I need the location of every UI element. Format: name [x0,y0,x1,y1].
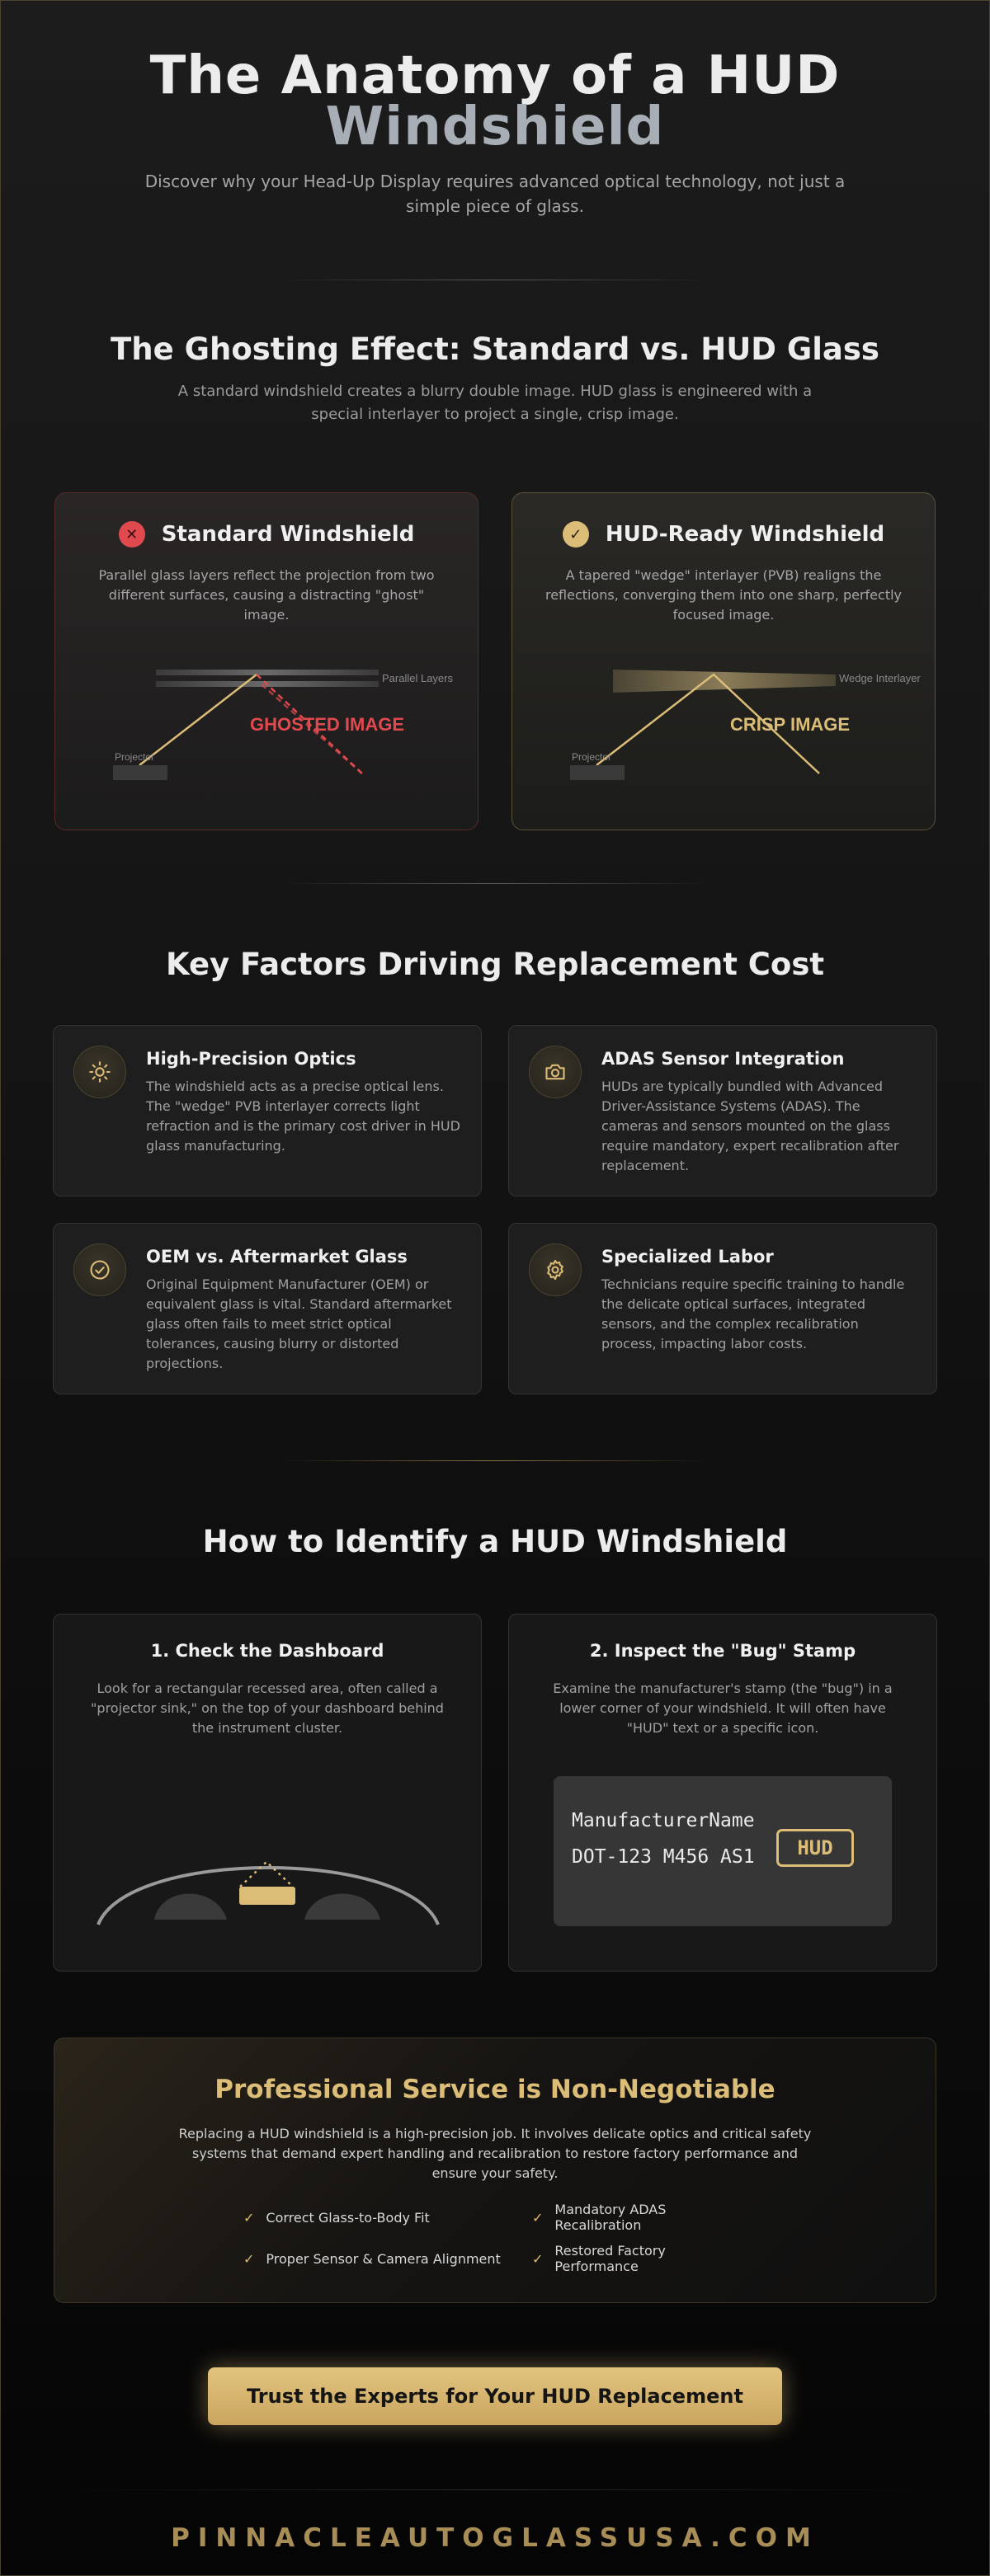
check-icon: ✓ [532,2209,544,2226]
stamp-manufacturer: ManufacturerName [572,1810,755,1831]
hero-subtitle: Discover why your Head-Up Display requires advanced optical technology, not just a simple piece of glass. [144,172,846,216]
section-divider [280,1460,710,1461]
standard-windshield-card [54,492,478,830]
check-icon: ✓ [243,2250,255,2267]
footer-divider [54,2489,936,2490]
title-line-1: The Anatomy of a HUD [149,45,841,106]
pro-text: Replacing a HUD windshield is a high-precision job. It involves delicate optics and critical safety systems that demand expert handling and recalibration to restore factory performance and ensure your safety. [178,2126,812,2181]
x-circle-icon: ✕ [119,521,145,548]
page-title [1,45,989,157]
factors-grid [1,1025,989,1394]
factor-card [53,1025,482,1196]
hud-windshield-card [512,492,936,830]
card-text: Look for a rectangular recessed area, often called a "projector sink," on the top of your dashboard behind the instrument cluster. [91,1681,444,1736]
factor-card [508,1025,937,1196]
gear-icon [529,1243,582,1296]
factor-text: The windshield acts as a precise optical lens. The "wedge" PVB interlayer corrects light refraction and is the primary cost driver in HUD glass manufacturing. [146,1079,460,1154]
stamp-dot-code: DOT-123 M456 AS1 [572,1846,755,1868]
checklist [104,2202,886,2274]
projection-lines [240,1862,293,1887]
factor-card [508,1223,937,1394]
section-divider [280,883,710,884]
factor-title: OEM vs. Aftermarket Glass [146,1247,408,1267]
title-line-2: Windshield [325,96,665,157]
card-title: Standard Windshield [161,522,415,547]
layer-label: Wedge Interlayer [839,672,921,684]
factor-title: High-Precision Optics [146,1049,356,1069]
professional-service-panel [54,2038,936,2303]
ghosting-diagram [55,658,479,831]
hud-tag: HUD [776,1829,854,1867]
projector-label: Projector [572,751,612,763]
projection-ray [139,675,257,765]
check-circle-icon: ✓ [563,521,589,548]
check-badge-icon [73,1243,126,1296]
check-icon: ✓ [532,2250,544,2267]
hero [1,1,989,219]
checklist-item: ✓ Proper Sensor & Camera Alignment [243,2250,501,2267]
factors-section [1,947,989,1394]
factors-title: Key Factors Driving Replacement Cost [165,947,825,982]
factor-title: Specialized Labor [601,1247,774,1267]
camera-icon [529,1046,582,1098]
dashboard-card [53,1614,482,1972]
checklist-item: ✓ Correct Glass-to-Body Fit [243,2209,430,2226]
factor-card [53,1223,482,1394]
check-icon: ✓ [243,2209,255,2226]
sun-icon [73,1046,126,1098]
wedge-interlayer [613,670,836,693]
pro-title: Professional Service is Non-Negotiable [214,2075,776,2104]
card-text: Examine the manufacturer's stamp (the "bug") in a lower corner of your windshield. It will often have "HUD" text or a specific icon. [553,1681,893,1736]
brand-domain: PINNACLEAUTOGLASSUSA.COM [171,2523,819,2553]
hud-diagram [512,658,936,831]
factor-text: Technicians require specific training to handle the delicate optical surfaces, integrated sensors, and the complex recalibration process, impacting labor costs. [601,1276,905,1351]
glass-layer-outer [156,670,379,675]
result-label: GHOSTED IMAGE [250,714,405,735]
identify-cards [1,1614,989,1972]
gauge-right [304,1894,380,1920]
card-title: 1. Check the Dashboard [150,1641,384,1661]
checklist-item: ✓ Mandatory ADAS Recalibration [532,2202,667,2233]
ghosting-subtitle: A standard windshield creates a blurry double image. HUD glass is engineered with a special interlayer to project a single, crisp image. [177,383,813,423]
projector-box [570,765,625,780]
dashboard-diagram [54,1807,483,1972]
comparison-cards [1,492,989,830]
cta-button[interactable]: Trust the Experts for Your HUD Replacement [208,2367,782,2425]
projector-label: Projector [115,751,155,763]
factor-text: HUDs are typically bundled with Advanced Driver-Assistance Systems (ADAS). The cameras and sensors mounted on the glass require mandatory, expert recalibration after replacement. [601,1079,899,1173]
bug-stamp [554,1776,892,1926]
card-description: Parallel glass layers reflect the projection from two different surfaces, causing a distracting "ghost" image. [98,567,435,623]
identify-title: How to Identify a HUD Windshield [202,1524,788,1559]
checklist-item: ✓ Restored Factory Performance [532,2243,666,2274]
card-description: A tapered "wedge" interlayer (PVB) realigns the reflections, converging them into one sharp, perfectly focused image. [544,567,902,623]
result-label: CRISP IMAGE [730,714,851,735]
ghosting-title: The Ghosting Effect: Standard vs. HUD Glass [111,331,879,367]
projector-box [113,765,167,780]
projector-sink [239,1887,295,1905]
bug-stamp-card [508,1614,937,1972]
factor-text: Original Equipment Manufacturer (OEM) or equivalent glass is vital. Standard aftermarket glass often fails to meet strict optical tolerances, causing blurry or distorted projections. [146,1276,452,1371]
identify-section [1,1524,989,1972]
gauge-left [154,1894,227,1920]
ghosting-section [1,331,989,830]
card-title: 2. Inspect the "Bug" Stamp [589,1641,856,1661]
layer-label: Parallel Layers [382,672,453,684]
card-title: HUD-Ready Windshield [605,522,885,547]
factor-title: ADAS Sensor Integration [601,1049,845,1069]
